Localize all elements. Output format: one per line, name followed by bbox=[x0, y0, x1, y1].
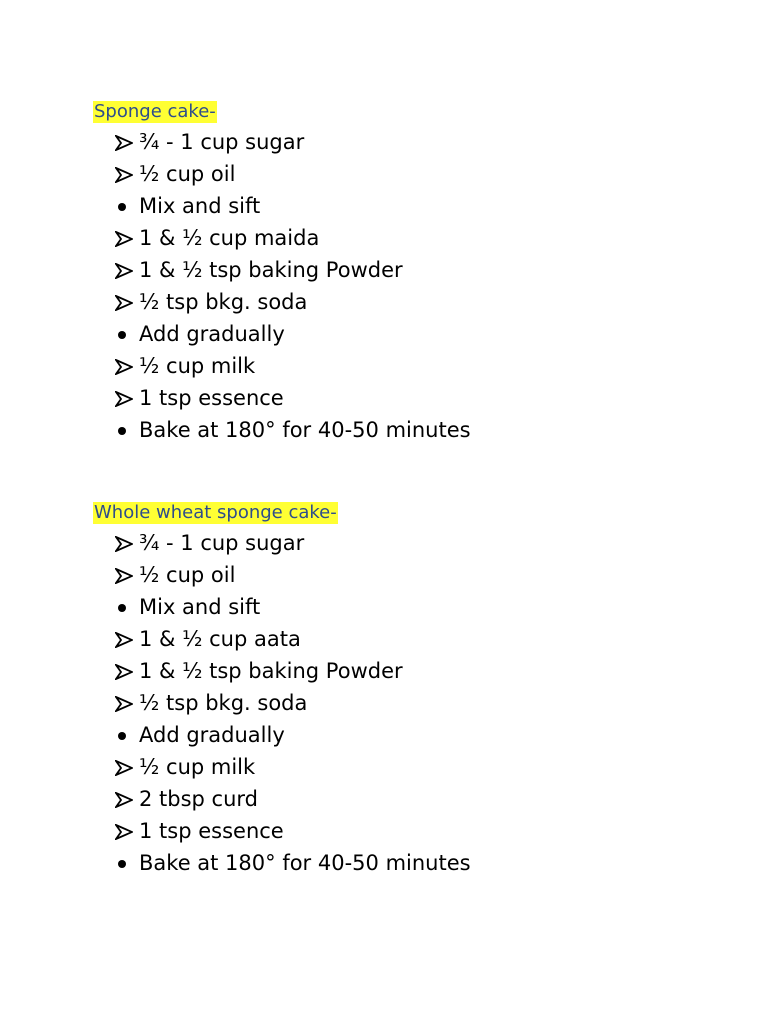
recipe-section-sponge-cake bbox=[93, 101, 733, 446]
list-item-text: 2 tbsp curd bbox=[139, 787, 258, 811]
list-item bbox=[93, 719, 733, 751]
list-item-text: Bake at 180° for 40-50 minutes bbox=[139, 851, 471, 875]
arrowhead-bullet-icon bbox=[115, 527, 137, 559]
arrowhead-bullet-icon bbox=[115, 783, 137, 815]
arrowhead-bullet-icon bbox=[115, 687, 137, 719]
list-item-text: ½ cup milk bbox=[139, 354, 256, 378]
list-item bbox=[93, 687, 733, 719]
list-item bbox=[93, 414, 733, 446]
list-item bbox=[93, 286, 733, 318]
list-item bbox=[93, 527, 733, 559]
list-item bbox=[93, 126, 733, 158]
list-item-text: Mix and sift bbox=[139, 595, 261, 619]
list-item-text: ½ cup oil bbox=[139, 162, 236, 186]
arrowhead-bullet-icon bbox=[115, 254, 137, 286]
list-item bbox=[93, 254, 733, 286]
list-item-text: ¾ - 1 cup sugar bbox=[139, 531, 305, 555]
round-bullet-icon bbox=[115, 847, 137, 879]
list-item-text: 1 & ½ tsp baking Powder bbox=[139, 659, 403, 683]
list-item-text: Mix and sift bbox=[139, 194, 261, 218]
list-item-text: Add gradually bbox=[139, 322, 285, 346]
list-item-text: ½ tsp bkg. soda bbox=[139, 290, 308, 314]
list-item-text: 1 tsp essence bbox=[139, 386, 284, 410]
recipe-section-whole-wheat-sponge-cake bbox=[93, 502, 733, 879]
arrowhead-bullet-icon bbox=[115, 286, 137, 318]
round-bullet-icon bbox=[115, 318, 137, 350]
arrowhead-bullet-icon bbox=[115, 158, 137, 190]
arrowhead-bullet-icon bbox=[115, 559, 137, 591]
arrowhead-bullet-icon bbox=[115, 126, 137, 158]
round-bullet-icon bbox=[115, 414, 137, 446]
list-item-text: 1 & ½ tsp baking Powder bbox=[139, 258, 403, 282]
list-item-text: ½ cup oil bbox=[139, 563, 236, 587]
list-item bbox=[93, 623, 733, 655]
list-item bbox=[93, 591, 733, 623]
list-item-text: ¾ - 1 cup sugar bbox=[139, 130, 305, 154]
list-item bbox=[93, 350, 733, 382]
arrowhead-bullet-icon bbox=[115, 815, 137, 847]
arrowhead-bullet-icon bbox=[115, 655, 137, 687]
list-item bbox=[93, 815, 733, 847]
list-item bbox=[93, 783, 733, 815]
list-item bbox=[93, 190, 733, 222]
list-item-text: 1 & ½ cup maida bbox=[139, 226, 320, 250]
list-item-text: 1 & ½ cup aata bbox=[139, 627, 301, 651]
arrowhead-bullet-icon bbox=[115, 623, 137, 655]
list-item bbox=[93, 847, 733, 879]
arrowhead-bullet-icon bbox=[115, 382, 137, 414]
list-item bbox=[93, 655, 733, 687]
list-item bbox=[93, 222, 733, 254]
arrowhead-bullet-icon bbox=[115, 222, 137, 254]
arrowhead-bullet-icon bbox=[115, 350, 137, 382]
list-item bbox=[93, 382, 733, 414]
list-item bbox=[93, 751, 733, 783]
recipe-heading: Whole wheat sponge cake- bbox=[94, 502, 337, 523]
round-bullet-icon bbox=[115, 591, 137, 623]
list-item bbox=[93, 318, 733, 350]
round-bullet-icon bbox=[115, 190, 137, 222]
arrowhead-bullet-icon bbox=[115, 751, 137, 783]
list-item-text: ½ cup milk bbox=[139, 755, 256, 779]
list-item-text: Bake at 180° for 40-50 minutes bbox=[139, 418, 471, 442]
ingredient-list bbox=[93, 527, 733, 879]
round-bullet-icon bbox=[115, 719, 137, 751]
list-item bbox=[93, 559, 733, 591]
list-item-text: ½ tsp bkg. soda bbox=[139, 691, 308, 715]
list-item-text: Add gradually bbox=[139, 723, 285, 747]
list-item bbox=[93, 158, 733, 190]
list-item-text: 1 tsp essence bbox=[139, 819, 284, 843]
recipe-heading: Sponge cake- bbox=[94, 101, 216, 122]
ingredient-list bbox=[93, 126, 733, 446]
